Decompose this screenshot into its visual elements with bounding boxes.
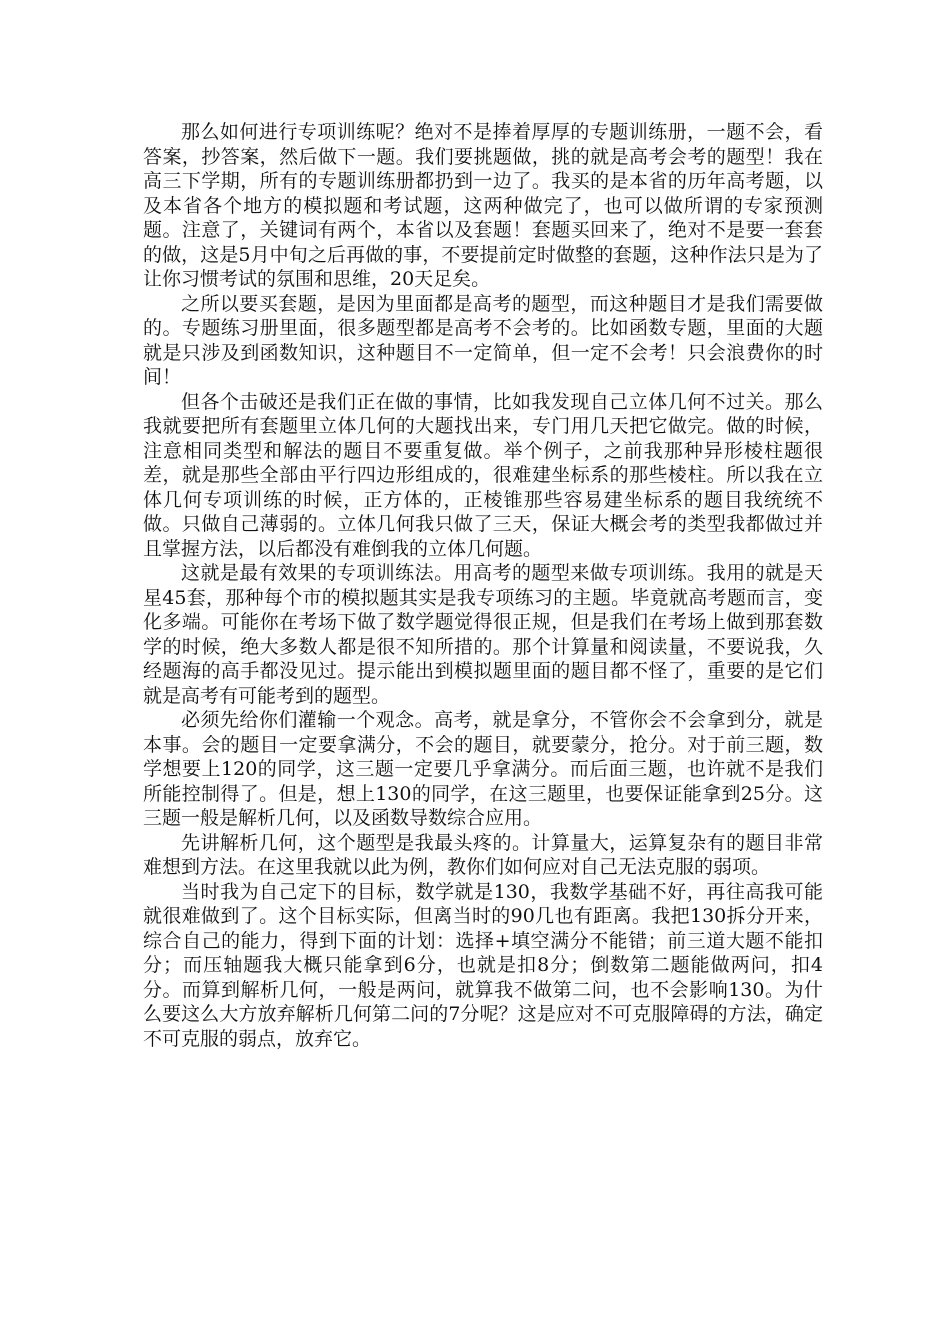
- paragraph-4: 这就是最有效果的专项训练法。用高考的题型来做专项训练。我用的就是天星45套，那种每个市的模拟题其实是我专项练习的主题。毕竟就高考题而言，变化多端。可能你在考场下做了数学题觉得很正规，但是我们在考场上做到那套数学的时候，绝大多数人都是很不知所措的。那个计算量和阅读量，不要说我，久经题海的高手都没见过。提示能出到模拟题里面的题目都不怪了，重要的是它们就是高考有可能考到的题型。: [143, 562, 823, 707]
- paragraph-3: 但各个击破还是我们正在做的事情，比如我发现自己立体几何不过关。那么我就要把所有套题里立体几何的大题找出来，专门用几天把它做完。做的时候，注意相同类型和解法的题目不要重复做。举个例子，之前我那种异形棱柱题很差，就是那些全部由平行四边形组成的，很难建坐标系的那些棱柱。所以我在立体几何专项训练的时候，正方体的，正棱锥那些容易建坐标系的题目我统统不做。只做自己薄弱的。立体几何我只做了三天，保证大概会考的类型我都做过并且掌握方法，以后都没有难倒我的立体几何题。: [143, 390, 823, 560]
- paragraph-1: 那么如何进行专项训练呢？绝对不是捧着厚厚的专题训练册，一题不会，看答案，抄答案，然后做下一题。我们要挑题做，挑的就是高考会考的题型！我在高三下学期，所有的专题训练册都扔到一边了。我买的是本省的历年高考题，以及本省各个地方的模拟题和考试题，这两种做完了，也可以做所谓的专家预测题。注意了，关键词有两个，本省以及套题！套题买回来了，绝对不是要一套套的做，这是5月中旬之后再做的事，不要提前定时做整的套题，这种作法只是为了让你习惯考试的氛围和思维，20天足矣。: [143, 121, 823, 290]
- paragraph-5: 必须先给你们灌输一个观念。高考，就是拿分，不管你会不会拿到分，就是本事。会的题目一定要拿满分，不会的题目，就要蒙分，抢分。对于前三题，数学想要上120的同学，这三题一定要几乎拿满分。而后面三题，也许就不是我们所能控制得了。但是，想上130的同学，在这三题里，也要保证能拿到25分。这三题一般是解析几何，以及函数导数综合应用。: [143, 709, 823, 829]
- paragraph-6: 先讲解析几何，这个题型是我最头疼的。计算量大，运算复杂有的题目非常难想到方法。在这里我就以此为例，教你们如何应对自己无法克服的弱项。: [143, 831, 823, 878]
- body-text: [143, 120, 823, 1051]
- paragraph-7: 当时我为自己定下的目标，数学就是130，我数学基础不好，再往高我可能就很难做到了。这个目标实际，但离当时的90几也有距离。我把130拆分开来，综合自己的能力，得到下面的计划：选择+填空满分不能错；前三道大题不能扣分；而压轴题我大概只能拿到6分，也就是扣8分；倒数第二题能做两问，扣4分。而算到解析几何，一般是两问，就算我不做第二问，也不会影响130。为什么要这么大方放弃解析几何第二问的7分呢？这是应对不可克服障碍的方法，确定不可克服的弱点，放弃它。: [143, 880, 823, 1050]
- paragraph-2: 之所以要买套题，是因为里面都是高考的题型，而这种题目才是我们需要做的。专题练习册里面，很多题型都是高考不会考的。比如函数专题，里面的大题就是只涉及到函数知识，这种题目不一定简单，但一定不会考！只会浪费你的时间！: [143, 292, 823, 388]
